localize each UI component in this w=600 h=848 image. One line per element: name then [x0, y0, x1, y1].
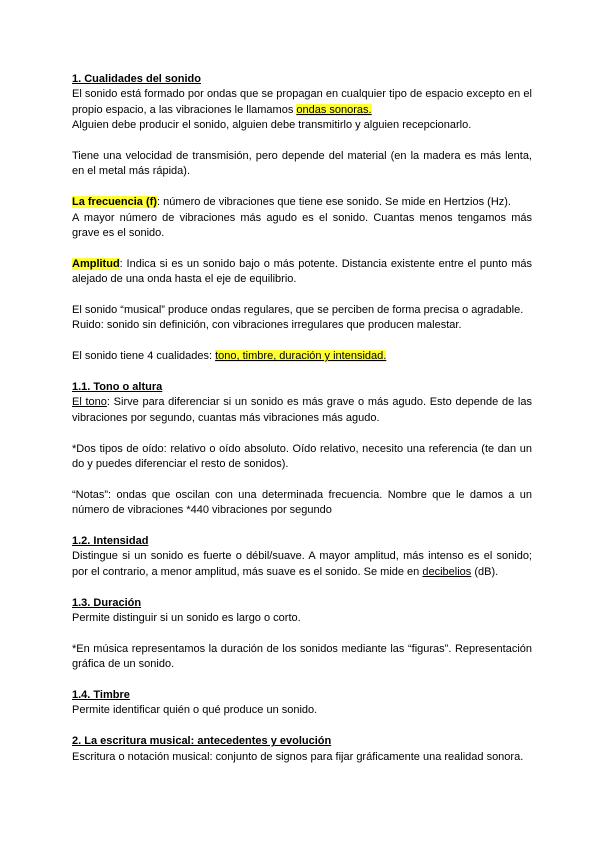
paragraph-duracion: Permite distinguir si un sonido es largo o corto. [72, 612, 301, 625]
paragraph-frecuencia-detail: A mayor número de vibraciones más agudo es el sonido. Cuantas menos tengamos más grave es el sonido. [72, 211, 532, 240]
highlight-ondas-sonoras: ondas sonoras. [296, 103, 372, 116]
frecuencia-definition: : número de vibraciones que tiene ese sonido. Se mide en Hertzios (Hz). [156, 196, 511, 209]
paragraph-frecuencia [72, 195, 532, 210]
paragraph-ondas [72, 87, 532, 118]
paragraph-escritura: Escritura o notación musical: conjunto de signos para fijar gráficamente una realidad sonora. [72, 750, 524, 763]
paragraph-ruido: Ruido: sonido sin definición, con vibraciones irregulares que producen malestar. [72, 319, 462, 332]
section-heading-tono: 1.1. Tono o altura [72, 381, 163, 394]
paragraph-amplitud [72, 257, 532, 288]
paragraph-tono [72, 395, 532, 426]
highlight-cualidades-list: tono, timbre, duración y intensidad. [215, 350, 387, 363]
paragraph-oido: *Dos tipos de oído: relativo o oído absoluto. Oído relativo, necesito una referencia (te dan un do y puedes diferenciar el resto de sonidos). [72, 442, 532, 471]
section-heading-escritura: 2. La escritura musical: antecedentes y evolución [72, 735, 332, 748]
paragraph-intensidad [72, 549, 532, 580]
tono-definition: : Sirve para diferenciar si un sonido es más grave o más agudo. Esto depende de las vibraciones por segundo, cuantas más vibraciones más agudo. [72, 396, 532, 424]
amplitud-definition: : Indica si es un sonido bajo o más potente. Distancia existente entre el punto más alejado de una onda hasta el eje de equilibrio. [72, 257, 532, 286]
intensidad-text: Distingue si un sonido es fuerte o débil/suave. A mayor amplitud, más intenso es el sonido; por el contrario, a menor amplitud, más suave es el sonido. Se mide en [72, 550, 532, 578]
paragraph-velocidad: Tiene una velocidad de transmisión, pero depende del material (en la madera es más lenta, en el metal más rápida). [72, 150, 532, 178]
paragraph-cualidades [72, 349, 532, 364]
paragraph-figuras: *En música representamos la duración de los sonidos mediante las “figuras”. Representación gráfica de un sonido. [72, 642, 532, 671]
paragraph-transmision-roles: Alguien debe producir el sonido, alguien debe transmitirlo y alguien recepcionarlo. [72, 119, 472, 132]
paragraph-ondas-text: El sonido está formado por ondas que se propagan en cualquier tipo de espacio excepto en el propio espacio, a las vibraciones le llamamos [72, 88, 532, 116]
section-heading-timbre: 1.4. Timbre [72, 689, 130, 702]
intensidad-unit: (dB). [471, 565, 499, 578]
paragraph-timbre: Permite identificar quién o qué produce un sonido. [72, 704, 318, 717]
term-tono: El tono [72, 396, 107, 409]
section-heading-duracion: 1.3. Duración [72, 596, 142, 609]
term-frecuencia: La frecuencia (f) [72, 196, 157, 209]
section-heading-intensidad: 1.2. Intensidad [72, 535, 149, 548]
term-amplitud: Amplitud [72, 257, 120, 270]
section-heading-cualidades: 1. Cualidades del sonido [72, 73, 201, 85]
paragraph-notas: “Notas”: ondas que oscilan con una determinada frecuencia. Nombre que le damos a un número de vibraciones *440 vibraciones por segundo [72, 488, 532, 517]
term-decibelios: decibelios [422, 565, 472, 578]
cualidades-intro: El sonido tiene 4 cualidades: [72, 350, 216, 363]
document-page [72, 72, 532, 765]
paragraph-sonido-musical: El sonido “musical” produce ondas regulares, que se perciben de forma precisa o agradable. [72, 304, 524, 317]
